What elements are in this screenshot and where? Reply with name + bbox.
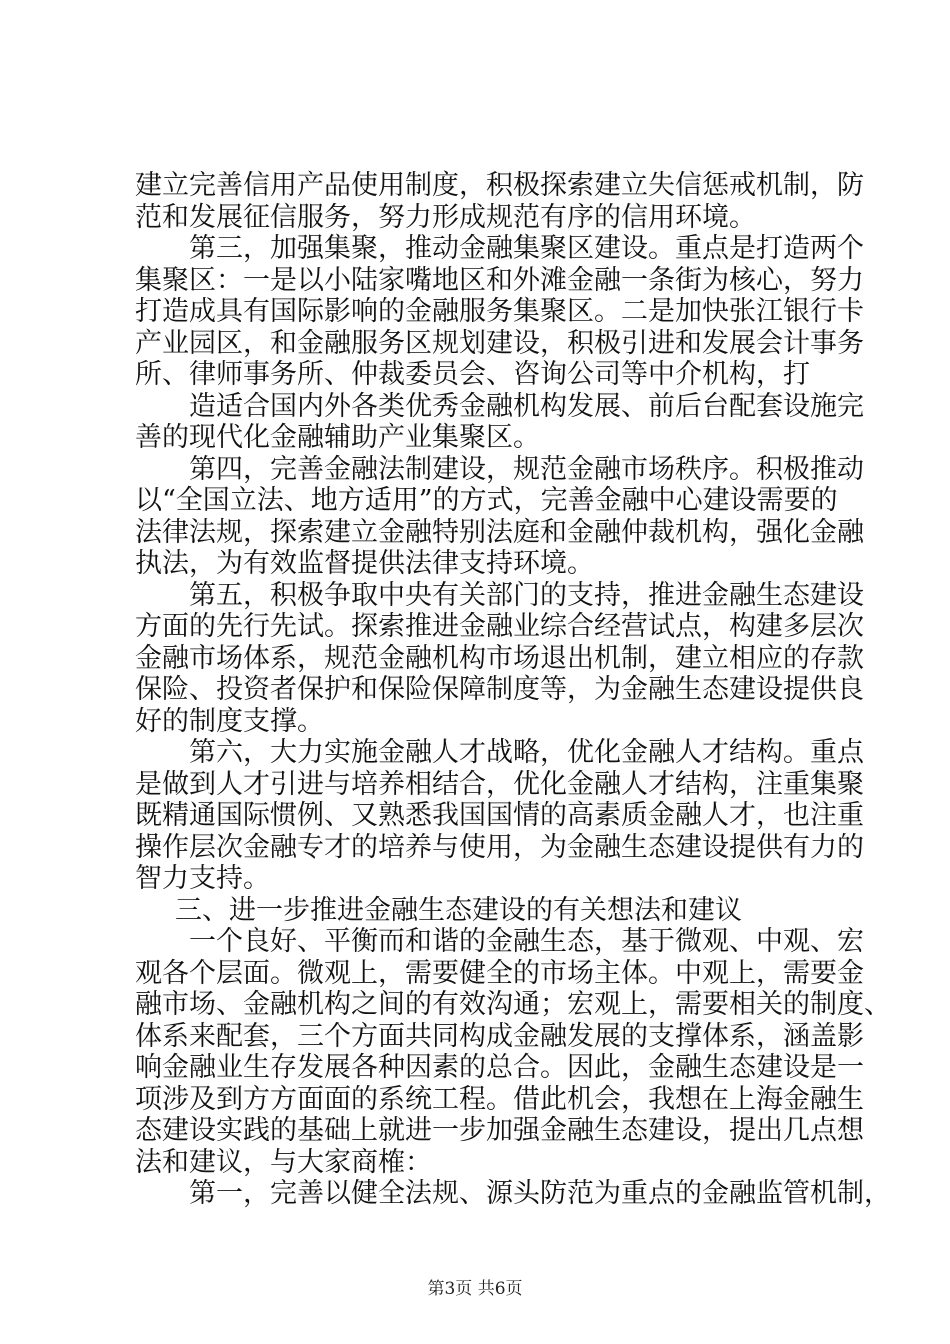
text-line: 集聚区：一是以小陆家嘴地区和外滩金融一条街为核心，努力	[135, 264, 864, 296]
text-line: 产业园区，和金融服务区规划建设，积极引进和发展会计事务	[135, 327, 864, 359]
text-line: 所、律师事务所、仲裁委员会、咨询公司等中介机构，打	[135, 359, 810, 390]
text-line: 造适合国内外各类优秀金融机构发展、前后台配套设施完	[189, 390, 864, 422]
text-line: 智力支持。	[135, 863, 270, 894]
document-body	[135, 170, 891, 1210]
text-line: 既精通国际惯例、又熟悉我国国情的高素质金融人才，也注重	[135, 800, 864, 831]
text-line: 法律法规，探索建立金融特别法庭和金融仲裁机构，强化金融	[135, 516, 864, 548]
text-line: 方面的先行先试。探索推进金融业综合经营试点，构建多层次	[135, 611, 864, 642]
page-footer	[0, 1278, 950, 1300]
text-line: 范和发展征信服务，努力形成规范有序的信用环境。	[135, 201, 756, 233]
paragraph-start-line: 第四，完善金融法制建设，规范金融市场秩序。积极推动	[189, 453, 864, 485]
paragraph-start-line: 第一，完善以健全法规、源头防范为重点的金融监管机制，	[189, 1178, 891, 1209]
text-line: 法和建议，与大家商榷：	[135, 1146, 432, 1178]
text-line: 态建设实践的基础上就进一步加强金融生态建设，提出几点想	[135, 1115, 864, 1146]
text-line: 体系来配套，三个方面共同构成金融发展的支撑体系，涵盖影	[135, 1020, 864, 1052]
text-line: 项涉及到方方面面的系统工程。借此机会，我想在上海金融生	[135, 1083, 864, 1115]
paragraph-start-line: 第五，积极争取中央有关部门的支持，推进金融生态建设	[189, 579, 864, 611]
text-line: 以“全国立法、地方适用”的方式，完善金融中心建设需要的	[135, 485, 838, 516]
section-heading: 三、进一步推进金融生态建设的有关想法和建议	[175, 894, 742, 926]
text-line: 响金融业生存发展各种因素的总合。因此，金融生态建设是一	[135, 1052, 864, 1083]
text-line: 操作层次金融专才的培养与使用，为金融生态建设提供有力的	[135, 831, 864, 863]
page-number-label: 第3页 共6页	[427, 1279, 523, 1299]
text-line: 打造成具有国际影响的金融服务集聚区。二是加快张江银行卡	[135, 296, 864, 327]
text-line: 善的现代化金融辅助产业集聚区。	[135, 422, 540, 453]
text-line: 保险、投资者保护和保险保障制度等，为金融生态建设提供良	[135, 674, 864, 705]
text-line: 执法，为有效监督提供法律支持环境。	[135, 548, 594, 579]
text-line: 是做到人才引进与培养相结合，优化金融人才结构，注重集聚	[135, 768, 864, 800]
paragraph-start-line: 一个良好、平衡而和谐的金融生态，基于微观、中观、宏	[189, 926, 864, 957]
text-line: 金融市场体系，规范金融机构市场退出机制，建立相应的存款	[135, 642, 864, 674]
text-line: 建立完善信用产品使用制度，积极探索建立失信惩戒机制，防	[135, 170, 864, 201]
text-line: 观各个层面。微观上，需要健全的市场主体。中观上，需要金	[135, 957, 864, 989]
paragraph-start-line: 第三，加强集聚，推动金融集聚区建设。重点是打造两个	[189, 233, 864, 264]
text-line: 融市场、金融机构之间的有效沟通；宏观上，需要相关的制度、	[135, 989, 891, 1020]
text-line: 好的制度支撑。	[135, 705, 324, 737]
paragraph-start-line: 第六，大力实施金融人才战略，优化金融人才结构。重点	[189, 737, 864, 768]
